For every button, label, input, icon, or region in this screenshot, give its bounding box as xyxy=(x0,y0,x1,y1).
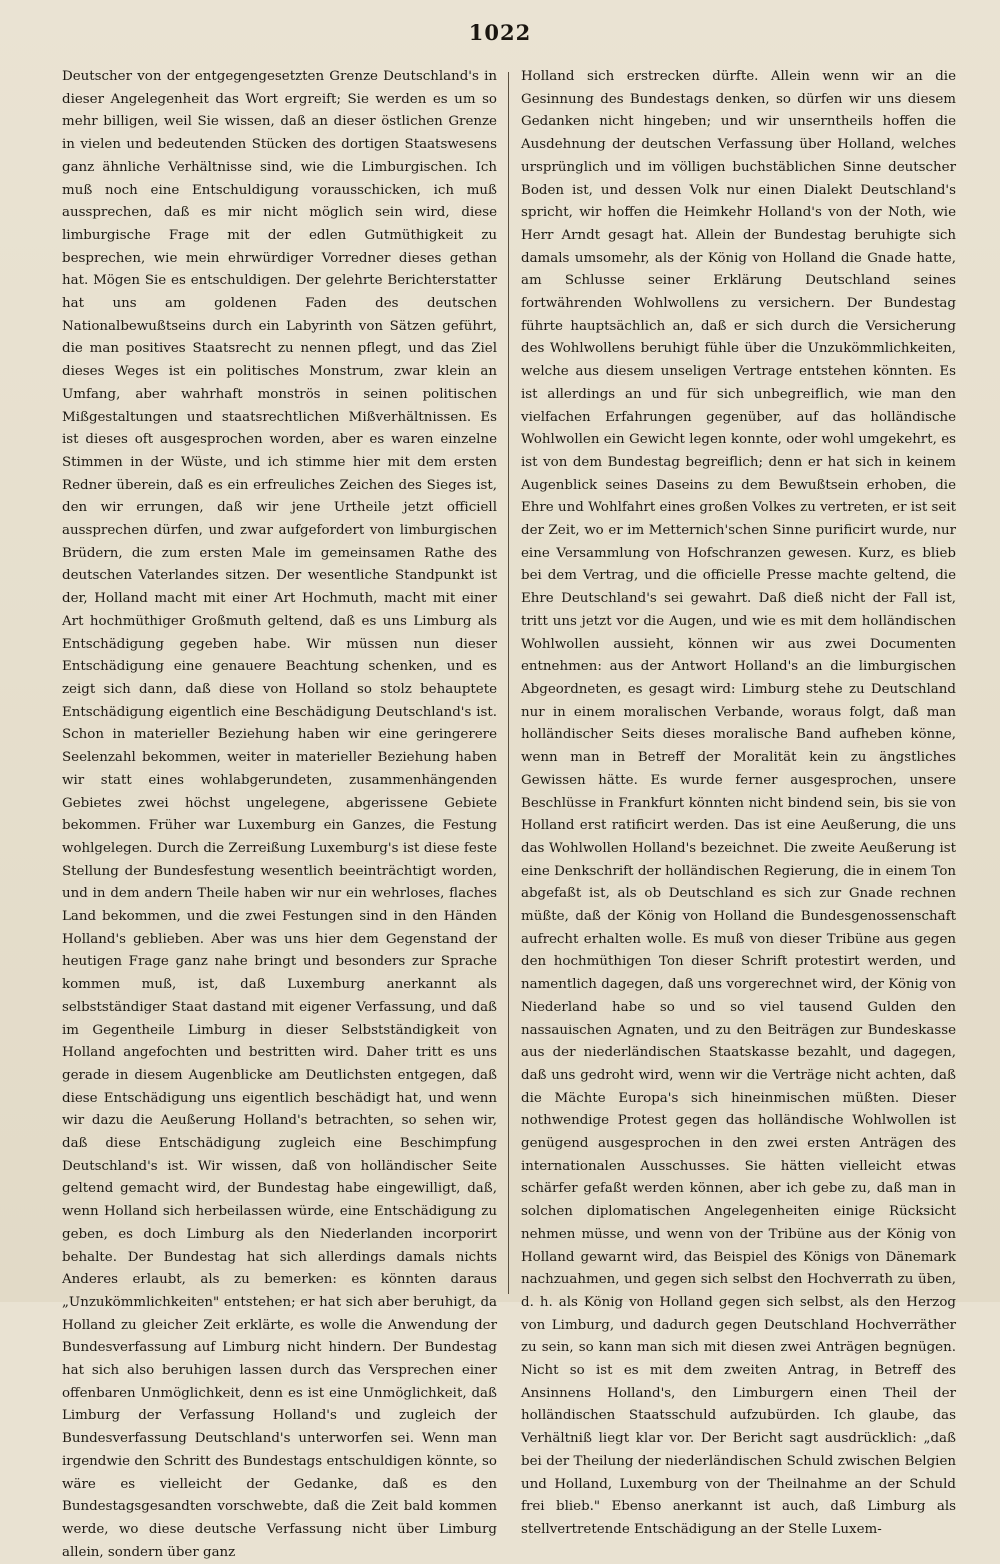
left-column xyxy=(62,66,497,1560)
page-number: 1022 xyxy=(468,20,532,45)
left-column-text: Deutscher von der entgegengesetzten Grenze Deutschland's in dieser Angelegenheit das Wort ergreift; Sie werden es um so mehr billigen, weil Sie wissen, daß an dieser östlichen Grenze in vielen und bedeutenden Stücken des dortigen Staatswesens ganz ähnliche Verhältnisse sind, wie die Limburgischen. Ich muß noch eine Entschuldigung vorausschicken, ich muß aussprechen, daß es mir nicht möglich sein wird, diese limburgische Frage mit der edlen Gutmüthigkeit zu besprechen, wie mein ehrwürdiger Vorredner dieses gethan hat. Mögen Sie es entschuldigen. Der gelehrte Berichterstatter hat uns am goldenen Faden des deutschen Nationalbewußtseins durch ein Labyrinth von Sätzen geführt, die man positives Staatsrecht zu nennen pflegt, und das Ziel dieses Weges ist ein politisches Monstrum, zwar klein an Umfang, aber wahrhaft monströs in seinen politischen Mißgestaltungen und staatsrechtlichen Mißverhältnissen. Es ist dieses oft ausgesprochen worden, aber es waren einzelne Stimmen in der Wüste, und ich stimme hier mit dem ersten Redner überein, daß es ein erfreuliches Zeichen des Sieges ist, den wir errungen, daß wir jene Urtheile jetzt officiell aussprechen dürfen, und zwar aufgefordert von limburgischen Brüdern, die zum ersten Male im gemeinsamen Rathe des deutschen Vaterlandes sitzen. Der wesentliche Standpunkt ist der, Holland macht mit einer Art Hochmuth, macht mit einer Art hochmüthiger Großmuth geltend, daß es uns Limburg als Entschädigung gegeben habe. Wir müssen nun dieser Entschädigung eine genauere Beachtung schenken, und es zeigt sich dann, daß diese von Holland so stolz behauptete Entschädigung eigentlich eine Beschädigung Deutschland's ist. Schon in materieller Beziehung haben wir eine geringerere Seelenzahl bekommen, weiter in materieller Beziehung haben wir statt eines wohlabgerundeten, zusammenhängenden Gebietes zwei höchst ungelegene, abgerissene Gebiete bekommen. Früher war Luxemburg ein Ganzes, die Festung wohlgelegen. Durch die Zerreißung Luxemburg's ist diese feste Stellung der Bundesfestung wesentlich beeinträchtigt worden, und in dem andern Theile haben wir nur ein wehrloses, flaches Land bekommen, und die zwei Festungen sind in den Händen Holland's geblieben. Aber was uns hier dem Gegenstand der heutigen Frage ganz nahe bringt und besonders zur Sprache kommen muß, ist, daß Luxemburg anerkannt als selbstständiger Staat dastand mit eigener Verfassung, und daß im Gegentheile Limburg in dieser Selbstständigkeit von Holland angefochten und bestritten wird. Daher tritt es uns gerade in diesem Augenblicke am Deutlichsten entgegen, daß diese Entschädigung uns eigentlich beschädigt hat, und wenn wir dazu die Aeußerung Holland's betrachten, so sehen wir, daß diese Entschädigung zugleich eine Beschimpfung Deutschland's ist. Wir wissen, daß von holländischer Seite geltend gemacht wird, der Bundestag habe eingewilligt, daß, wenn Holland sich herbeilassen würde, eine Entschädigung zu geben, es doch Limburg als den Niederlanden incorporirt behalte. Der Bundestag hat sich allerdings damals nichts Anderes erlaubt, als zu bemerken: es könnten daraus „Unzukömmlichkeiten" entstehen; er hat sich aber beruhigt, da Holland zu gleicher Zeit erklärte, es wolle die Anwendung der Bundesverfassung auf Limburg nicht hindern. Der Bundestag hat sich also beruhigen lassen durch das Versprechen einer offenbaren Unmöglichkeit, denn es ist eine Unmöglichkeit, daß Limburg der Verfassung Holland's und zugleich der Bundesverfassung Deutschland's unterworfen sei. Wenn man irgendwie den Schritt des Bundestags entschuldigen könnte, so wäre es vielleicht der Gedanke, daß es den Bundestagsgesandten vorschwebte, daß die Zeit bald kommen werde, wo diese deutsche Verfassung nicht über Limburg allein, sondern über ganz xyxy=(62,69,497,1560)
right-column-text: Holland sich erstrecken dürfte. Allein wenn wir an die Gesinnung des Bundestags denken, so dürfen wir uns diesem Gedanken nicht hingeben; und wir unserntheils hoffen die Ausdehnung der deutschen Verfassung über Holland, welches ursprünglich und im völligen buchstäblichen Sinne deutscher Boden ist, und dessen Volk nur einen Dialekt Deutschland's spricht, wir hoffen die Heimkehr Holland's von der Noth, wie Herr Arndt gesagt hat. Allein der Bundestag beruhigte sich damals umsomehr, als der König von Holland die Gnade hatte, am Schlusse seiner Erklärung Deutschland seines fortwährenden Wohlwollens zu versichern. Der Bundestag führte hauptsächlich an, daß er sich durch die Versicherung des Wohlwollens beruhigt fühle über die Unzukömmlichkeiten, welche aus diesem unseligen Vertrage entstehen könnten. Es ist allerdings an und für sich unbegreiflich, wie man den vielfachen Erfahrungen gegenüber, auf das holländische Wohlwollen ein Gewicht legen konnte, oder wohl umgekehrt, es ist von dem Bundestag begreiflich; denn er hat sich in keinem Augenblick seines Daseins zu dem Bewußtsein erhoben, die Ehre und Wohlfahrt eines großen Volkes zu vertreten, er ist seit der Zeit, wo er im Metternich'schen Sinne purificirt wurde, nur eine Versammlung von Hofschranzen gewesen. Kurz, es blieb bei dem Vertrag, und die officielle Presse machte geltend, die Ehre Deutschland's sei gewahrt. Daß dieß nicht der Fall ist, tritt uns jetzt vor die Augen, und wie es mit dem holländischen Wohlwollen aussieht, können wir aus zwei Documenten entnehmen: aus der Antwort Holland's an die limburgischen Abgeordneten, es gesagt wird: Limburg stehe zu Deutschland nur in einem moralischen Verbande, woraus folgt, daß man holländischer Seits dieses moralische Band aufheben könne, wenn man in Betreff der Moralität kein zu ängstliches Gewissen hätte. Es wurde ferner ausgesprochen, unsere Beschlüsse in Frankfurt könnten nicht bindend sein, bis sie von Holland erst ratificirt werden. Das ist eine Aeußerung, die uns das Wohlwollen Holland's bezeichnet. Die zweite Aeußerung ist eine Denkschrift der holländischen Regierung, die in einem Ton abgefaßt ist, als ob Deutschland es sich zur Gnade rechnen müßte, daß der König von Holland die Bundesgenossenschaft aufrecht erhalten wolle. Es muß von dieser Tribüne aus gegen den hochmüthigen Ton dieser Schrift protestirt werden, und namentlich dagegen, daß uns vorgerechnet wird, der König von Niederland habe so und so viel tausend Gulden den nassauischen Agnaten, und zu den Beiträgen zur Bundeskasse aus der niederländischen Staatskasse bezahlt, und dagegen, daß uns gedroht wird, wenn wir die Verträge nicht achten, daß die Mächte Europa's sich hineinmischen müßten. Dieser nothwendige Protest gegen das holländische Wohlwollen ist genügend ausgesprochen in den zwei ersten Anträgen des internationalen Ausschusses. Sie hätten vielleicht etwas schärfer gefaßt werden können, aber ich gebe zu, daß man in solchen diplomatischen Angelegenheiten einige Rücksicht nehmen müsse, und wenn von der Tribüne aus der König von Holland gewarnt wird, das Beispiel des Königs von Dänemark nachzuahmen, und gegen sich selbst den Hochverrath zu üben, d. h. als König von Holland gegen sich selbst, als den Herzog von Limburg, und dadurch gegen Deutschland Hochverräther zu sein, so kann man sich mit diesen zwei Anträgen begnügen. Nicht so ist es mit dem zweiten Antrag, in Betreff des Ansinnens Holland's, den Limburgern einen Theil der holländischen Staatsschuld aufzubürden. Ich glaube, das Verhältniß liegt klar vor. Der Bericht sagt ausdrücklich: „daß bei der Theilung der niederländischen Schuld zwischen Belgien und Holland, Luxemburg von der Theilnahme an der Schuld frei blieb." Ebenso anerkannt ist auch, daß Limburg als stellvertretende Entschädigung an der Stelle Luxem- xyxy=(521,69,956,1537)
column-divider xyxy=(508,72,509,1294)
right-column xyxy=(521,66,956,1537)
